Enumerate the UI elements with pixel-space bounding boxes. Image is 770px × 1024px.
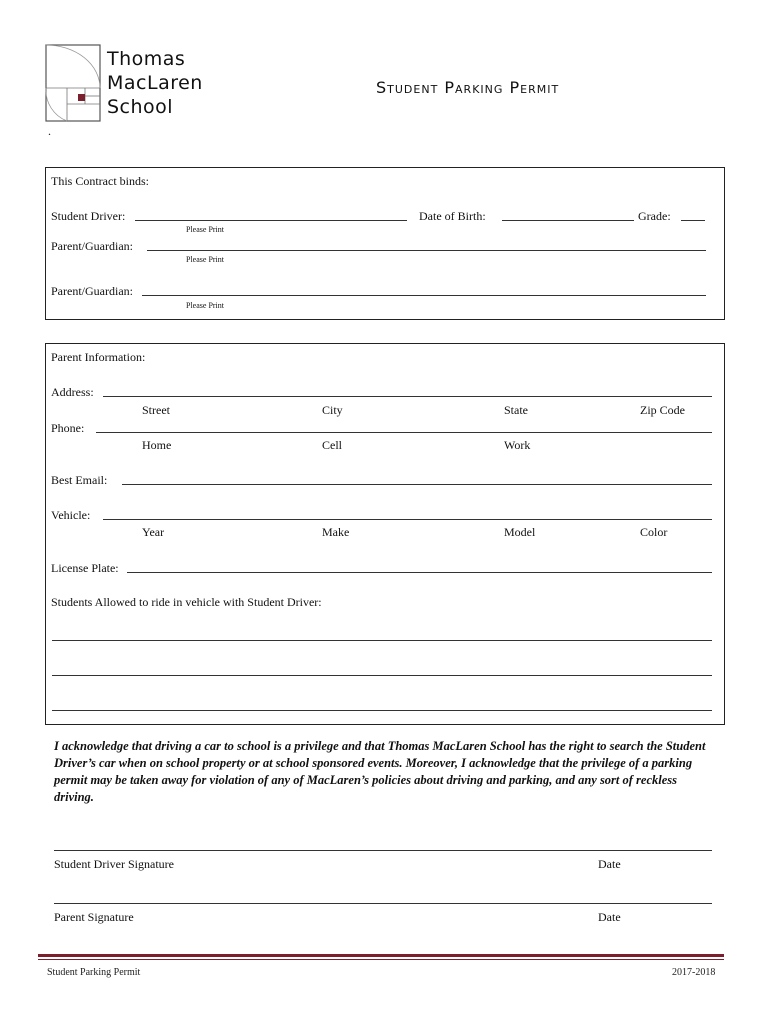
please-print-hint: Please Print [186, 301, 224, 310]
phone-label: Phone: [51, 421, 85, 435]
parent-signature-line[interactable] [54, 903, 712, 904]
parent2-field[interactable] [142, 295, 706, 296]
student-date-label: Date [598, 857, 621, 871]
student-signature-label: Student Driver Signature [54, 857, 174, 871]
cell-caption: Cell [322, 438, 342, 452]
grade-label: Grade: [638, 209, 671, 223]
parent-signature-label: Parent Signature [54, 910, 134, 924]
street-caption: Street [142, 403, 170, 417]
logo-line-1: Thomas [107, 48, 186, 70]
dob-label: Date of Birth: [419, 209, 486, 223]
student-driver-field[interactable] [135, 220, 407, 221]
make-caption: Make [322, 525, 350, 539]
please-print-hint: Please Print [186, 255, 224, 264]
parent1-label: Parent/Guardian: [51, 239, 133, 253]
footer-left: Student Parking Permit [47, 967, 141, 978]
city-caption: City [322, 403, 343, 417]
parent-info-heading: Parent Information: [51, 350, 146, 364]
email-field[interactable] [122, 484, 712, 485]
acknowledgement-text: I acknowledge that driving a car to school is a privilege and that Thomas MacLaren School has the right to search the Student Driver’s car when on school property or at school sponsored events. Moreover, I acknowledge that the privilege of a parking permit may be taken away for violation of any of MacLaren’s policies about driving and parking, and any sort of reckless driving. [54, 739, 706, 804]
zip-caption: Zip Code [640, 403, 685, 417]
rider-line-3[interactable] [52, 710, 712, 711]
state-caption: State [504, 403, 528, 417]
year-caption: Year [142, 525, 165, 539]
student-driver-label: Student Driver: [51, 209, 126, 223]
stray-dot: . [48, 124, 51, 138]
work-caption: Work [504, 438, 531, 452]
parent-date-label: Date [598, 910, 621, 924]
riders-label: Students Allowed to ride in vehicle with Student Driver: [51, 595, 322, 609]
email-label: Best Email: [51, 473, 108, 487]
golden-spiral-logo-icon [45, 44, 101, 122]
student-signature-line[interactable] [54, 850, 712, 851]
page-title: Student Parking Permit [376, 78, 560, 97]
logo-line-3: School [107, 96, 174, 118]
address-label: Address: [51, 385, 94, 399]
contract-box [45, 167, 725, 320]
phone-field[interactable] [96, 432, 712, 433]
parent1-field[interactable] [147, 250, 706, 251]
rider-line-1[interactable] [52, 640, 712, 641]
contract-intro: This Contract binds: [51, 174, 149, 188]
plate-label: License Plate: [51, 561, 119, 575]
vehicle-field[interactable] [103, 519, 712, 520]
dob-field[interactable] [502, 220, 634, 221]
grade-field[interactable] [681, 220, 705, 221]
footer-divider-thin [38, 959, 724, 960]
please-print-hint: Please Print [186, 225, 224, 234]
home-caption: Home [142, 438, 172, 452]
footer-right: 2017-2018 [672, 967, 716, 978]
logo-line-2: MacLaren [107, 72, 203, 94]
model-caption: Model [504, 525, 536, 539]
vehicle-label: Vehicle: [51, 508, 91, 522]
rider-line-2[interactable] [52, 675, 712, 676]
school-logo [45, 44, 101, 122]
parent2-label: Parent/Guardian: [51, 284, 133, 298]
address-field[interactable] [103, 396, 712, 397]
color-caption: Color [640, 525, 668, 539]
footer-divider [38, 954, 724, 957]
plate-field[interactable] [127, 572, 712, 573]
